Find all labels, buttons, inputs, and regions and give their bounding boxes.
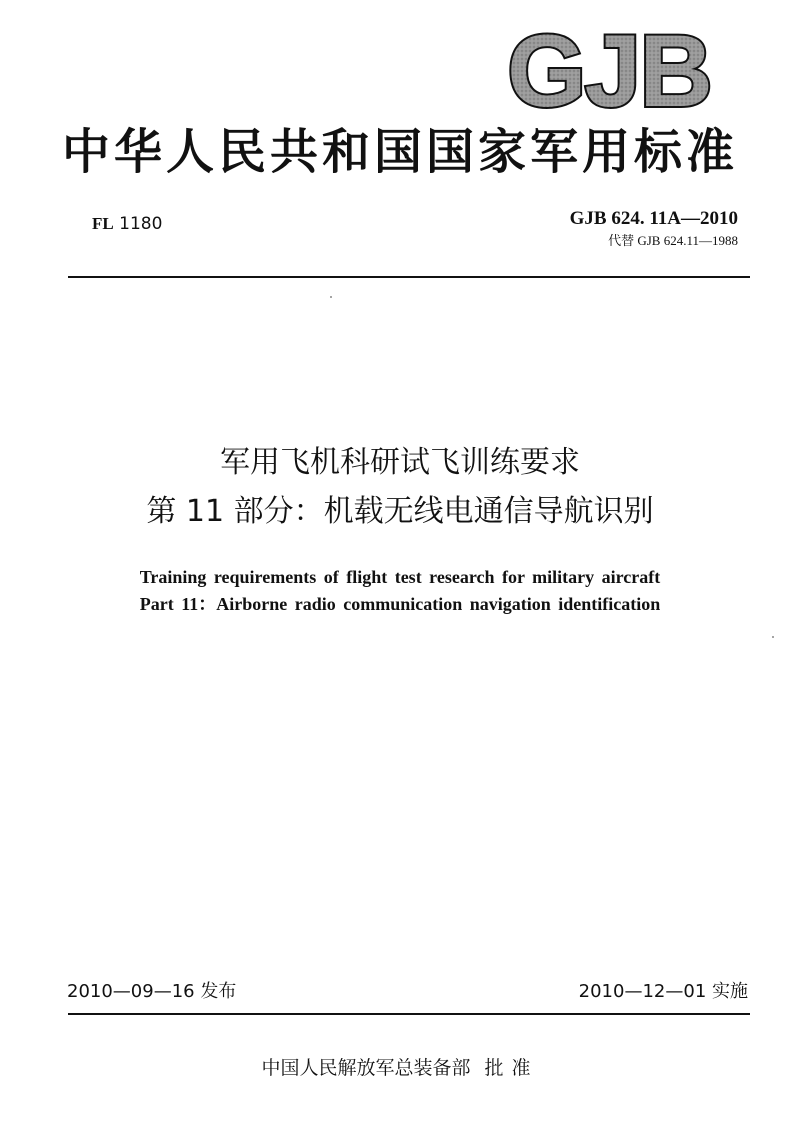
scan-speck (772, 636, 774, 638)
svg-text:GJB: GJB (507, 18, 711, 118)
approving-authority: 中国人民解放军总装备部 (261, 1057, 471, 1079)
classification-prefix: FL (92, 214, 114, 233)
title-chinese-line-1: 军用飞机科研试飞训练要求 (220, 445, 580, 480)
issuing-standard-body: 中华人民共和国国家军用标准 (61, 124, 738, 180)
standard-number: GJB 624. 11A—2010 (569, 208, 738, 229)
header-divider (68, 276, 750, 278)
footer-divider (68, 1013, 750, 1015)
title-chinese-line-2: 第 11 部分：机载无线电通信导航识别 (146, 494, 654, 529)
issue-date: 2010—09—16 发布 (67, 981, 237, 1002)
replaces-standard: 代替 GJB 624.11—1988 (608, 233, 738, 248)
implementation-date: 2010—12—01 实施 (578, 981, 748, 1002)
title-english-line-1: Training requirements of flight test research for military aircraft (139, 567, 661, 587)
classification-code (92, 213, 162, 235)
title-english-line-2: Part 11：Airborne radio communication navigation identification (139, 594, 661, 614)
scan-speck (330, 296, 332, 298)
gjb-logo (497, 18, 722, 118)
approval-label: 批准 (484, 1057, 539, 1079)
approval-line (0, 1055, 800, 1081)
classification-number: 1180 (119, 214, 163, 234)
